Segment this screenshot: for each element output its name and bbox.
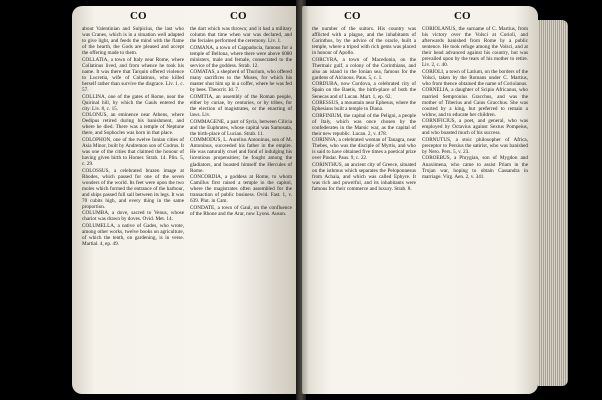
right-page-text [312, 26, 528, 386]
left-page-text [82, 26, 292, 386]
dictionary-entry: COLLINA, one of the gates of Rome, near the Quirinal hill, by which the Gauls entered the city. Liv. 8, c. 15. [82, 93, 184, 112]
dictionary-entry: CORESSUS, a mountain near Ephesus, where the Ephesians built a temple to Diana. [312, 100, 416, 113]
dictionary-entry: COLONUS, an eminence near Athens, where Oedipus retired during his banishment, and where he died. There was a temple of Neptune there, and Sophocles was born in that place. [82, 112, 184, 137]
dictionary-entry: CORNUTUS, a stoic philosopher of Africa, preceptor to Persius the satirist, who was banished by Nero. Pers. 5, v. 23. [422, 136, 528, 155]
dictionary-entry: about Valentinian and Sulpicius, the last who was Cranes, which is in a situation well adapted to give light, and feeds the mind with the flame of the hearth, the Gods are pleased and accept the offering made to them. [82, 26, 184, 57]
right-page [302, 6, 538, 394]
dictionary-entry: COLUMBA, a dove, sacred to Venus, whose chariot was drawn by doves. Ovid. Met. 14. [82, 210, 184, 223]
dictionary-entry: CONDATE, a town of Gaul, on the confluence of the Rhone and the Arar, now Lyons. Auson. [190, 204, 292, 217]
dictionary-entry: the dart which was thrown; and it had a military column that time when war was declared, and the feciales performed the ceremony. Liv. 1. [190, 26, 292, 45]
dictionary-entry: the number of the suitors. His country was afflicted with a plague, and the inhabitants of Corinthus, by the advice of the oracle, built a temple, where a tripod with rich gems was placed in honour of Apollo. [312, 26, 416, 57]
dictionary-entry: CORINNA, a celebrated woman of Tanagra, near Thebes, who was the disciple of Myrtis, and who is said to have obtained five times a poetical prize over Pindar. Paus. 9, c. 22. [312, 137, 416, 162]
right-column-2 [422, 26, 528, 386]
left-column-1 [82, 26, 184, 386]
dictionary-entry: CORIOLANUS, the surname of C. Martius, from his victory over the Volsci at Corioli, and afterwards banished from Rome by a public sentence. He took refuge among the Volsci, and at their head advanced against his country, but was prevailed upon by the tears of his mother to retire. Liv. 2, c. 40. [422, 26, 528, 69]
dictionary-entry: CORCYRA, a town of Macedonia, on the Thermaic gulf, a colony of the Corinthians, and also an island in the Ionian sea, famous for the gardens of Alcinous. Paus. 5, c. 1. [312, 56, 416, 81]
dictionary-entry: COLOSSUS, a celebrated brazen image at Rhodes, which passed for one of the seven wonders of the world. Its feet were upon the two moles which formed the entrance of the harbour, and ships passed full sail between its legs. It was 70 cubits high, and every thing in the same proportion. [82, 167, 184, 210]
right-column-1 [312, 26, 416, 386]
dictionary-entry: COROEBUS, a Phrygian, son of Mygdon and Anaximena, who came to assist Priam in the Trojan war, hoping to obtain Cassandra in marriage. Virg. Aen. 2, v. 341. [422, 155, 528, 180]
running-head-right-1: CO [344, 10, 361, 22]
dictionary-entry: COLOPHON, one of the twelve Ionian cities of Asia Minor, built by Andremon son of Codrus. It was one of the cities that claimed the honour of having given birth to Homer. Strab. 14. Plin. 5, c. 29. [82, 136, 184, 168]
dictionary-entry: CORFINIUM, the capital of the Peligni, a people of Italy, which was once chosen by the confederates in the Marsic war, as the capital of their new republic. Lucan. 2, v. 478. [312, 112, 416, 137]
dictionary-entry: COLUMELLA, a native of Gades, who wrote, among other works, twelve books on agriculture, of which the tenth, on gardening, is in verse. Martial. 4, ep. 49. [82, 223, 184, 248]
page-edges [538, 20, 568, 386]
running-head-left-2: CO [230, 10, 247, 22]
dictionary-entry: CONCORDIA, a goddess at Rome, to whom Camillus first raised a temple in the capitol, where the magistrates often assembled for the transaction of public business. Ovid. Fast. 1, v. 639. Plut. in Cam. [190, 174, 292, 205]
dictionary-entry: COMATAS, a shepherd of Thurium, who offered many sacrifices to the Muses, for which his master shut him up in a coffer, where he was fed by bees. Theocrit. Id. 7. [190, 69, 292, 94]
dictionary-entry: CORDUBA, now Cordova, a celebrated city of Spain on the Baetis, the birth-place of both the Senecas and of Lucan. Mart. 1, ep. 62. [312, 81, 416, 100]
dictionary-entry: COLLATIA, a town of Italy near Rome, where Collatinus lived, and from whence he took his name. It was there that Tarquin offered violence to Lucretia, wife of Collatinus, who killed herself rather than survive the disgrace. Liv. 1. c. 57. [82, 56, 184, 93]
left-page [72, 6, 300, 394]
dictionary-entry: CORNIFICIUS, a poet, and general, who was employed by Octavius against Sextus Pompeius, and who boasted much of his success. [422, 118, 528, 137]
dictionary-entry: CORNELIA, a daughter of Scipio Africanus, who married Sempronius Gracchus, and was the mother of Tiberius and Caius Gracchus. She was courted by a king, but preferred to remain a widow, and to educate her children. [422, 87, 528, 118]
dictionary-entry: COMMODUS, L. Aurelius Antoninus, son of M. Antoninus, succeeded his father in the empire. He was naturally cruel and fond of indulging his licentious propensities; he fought among the gladiators, and boasted himself the Hercules of Rome. [190, 137, 292, 174]
left-running-head [72, 10, 300, 24]
left-column-2 [190, 26, 292, 386]
dictionary-entry: CORINTHUS, an ancient city of Greece, situated on the isthmus which separates the Peloponnesus from Achaia, and which was called Ephyre. It was rich and powerful, and its inhabitants were famous for their commerce and luxury. Strab. 8. [312, 162, 416, 193]
dictionary-entry: COMANA, a town of Cappadocia, famous for a temple of Bellona, where there were above 6000 ministers, male and female, consecrated to the service of the goddess. Strab. 12. [190, 44, 292, 69]
running-head-right-2: CO [454, 10, 471, 22]
dictionary-entry: COMITIA, an assembly of the Roman people, either by curiae, by centuries, or by tribes, for the election of magistrates, or the enacting of laws. Liv. [190, 94, 292, 119]
right-running-head [302, 10, 538, 24]
dictionary-entry: COMMAGENE, a part of Syria, between Cilicia and the Euphrates, whose capital was Samosata, the birth-place of Lucian. Strab. 11. [190, 118, 292, 137]
dictionary-entry: CORIOLI, a town of Latium, on the borders of the Volsci, taken by the Romans under C. Martius, who from thence obtained the name of Coriolanus. [422, 68, 528, 87]
running-head-left-1: CO [130, 10, 147, 22]
